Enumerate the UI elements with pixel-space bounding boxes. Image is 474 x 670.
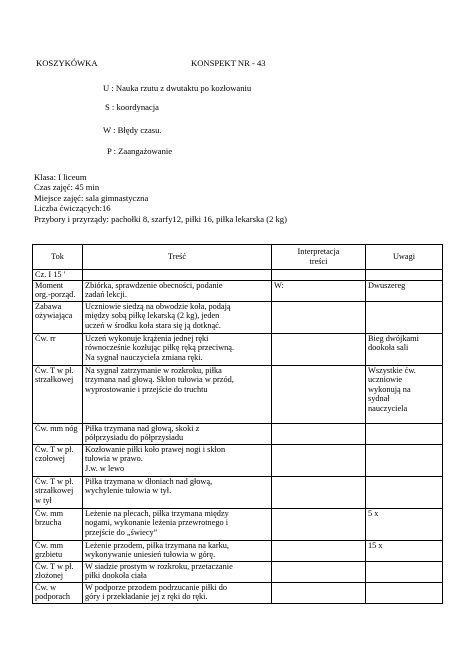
cell-text: Zabawa [35, 301, 62, 311]
info-line: Miejsce zajęć: sala gimnastyczna [34, 192, 149, 203]
goal-letter: U [103, 83, 110, 93]
interpretacja-cell [272, 476, 366, 508]
interpretacja-cell [272, 301, 366, 333]
tresc-cell [83, 508, 272, 540]
cell-text: Moment [35, 280, 64, 290]
lesson-plan-title: KONSPEKT NR - 43 [191, 58, 266, 68]
header-text: Treść [167, 252, 187, 262]
tresc-cell [83, 444, 272, 476]
uwagi-cell [366, 333, 443, 365]
table-row [33, 301, 443, 333]
cell-text: Na sygnał nauczyciela zmiana ręki. [85, 352, 203, 362]
goal-letter: P [107, 146, 112, 156]
cell-text: Ćw. T w pł. [35, 476, 74, 486]
interpretacja-cell [272, 365, 366, 423]
interpretacja-cell [272, 561, 366, 582]
cell-text: 15 x [368, 540, 383, 550]
interpretacja-cell [272, 444, 366, 476]
table-row [33, 540, 443, 561]
table-row [33, 476, 443, 508]
tok-cell [33, 365, 83, 423]
goal-line: P : Zaangażowanie [107, 146, 173, 156]
tok-cell [33, 476, 83, 508]
goal-text: Zaangażowanie [118, 146, 173, 156]
tresc-cell [83, 476, 272, 508]
lesson-plan-table [32, 244, 443, 604]
tresc-cell [83, 333, 272, 365]
cell-text: W siadzie prostym w rozkroku, przetaczanie [85, 561, 233, 571]
cell-text: W: [274, 280, 284, 290]
subject-title: KOSZYKÓWKA [36, 58, 98, 68]
info-line: Liczba ćwiczących:16 [34, 203, 111, 214]
interpretacja-cell [272, 540, 366, 561]
cell-text: Zbiórka, sprawdzenie obecności, podanie [85, 280, 223, 290]
cell-text: Dwuszereg [368, 280, 406, 290]
goal-line: S : koordynacja [105, 102, 159, 112]
cell-text: 5 x [368, 508, 379, 518]
cell-text: Wszystkie ćw. [368, 365, 416, 375]
table-row [33, 365, 443, 423]
tok-cell [33, 301, 83, 333]
cell-text: przejście do „świecy” [85, 527, 158, 537]
tok-cell [33, 280, 83, 301]
table-row [33, 582, 443, 603]
cell-text: Leżenie przodem, piłka trzymana na karku, [85, 540, 229, 550]
info-line: Przybory i przyrządy: pachołki 8, szarfy12, piłki 16, piłka lekarska (2 kg) [34, 213, 287, 224]
goal-letter: W [103, 125, 111, 135]
header-text: Interpretacja [297, 247, 340, 257]
cell-text: Na sygnał zatrzymanie w rozkroku, piłka [85, 365, 222, 375]
cell-text: Leżenie na plecach, piłka trzymana między [85, 508, 229, 518]
table-row [33, 270, 443, 281]
info-line: Klasa: I liceum [34, 172, 87, 182]
cell-text: Ćw. mm [35, 508, 64, 518]
header-tresc [83, 245, 272, 270]
tok-cell [33, 508, 83, 540]
cell-text: złożonej [35, 571, 64, 581]
cell-text: nauczyciela [368, 403, 408, 413]
interpretacja-cell [272, 280, 366, 301]
tok-cell [33, 582, 83, 603]
cell-text: Ćw. w [35, 582, 57, 592]
cell-text: Piłka trzymana nad głową, skoki z [85, 423, 200, 433]
cell-text: grzbietu [35, 550, 63, 560]
table-header-row [33, 245, 443, 270]
table-row [33, 508, 443, 540]
uwagi-cell [366, 365, 443, 423]
uwagi-cell [366, 540, 443, 561]
header-tok [33, 245, 83, 270]
goal-text: Błędy czasu. [117, 125, 162, 135]
uwagi-cell [366, 301, 443, 333]
cell-text: Cz. I 15 ' [35, 270, 66, 279]
uwagi-cell [366, 280, 443, 301]
header-text: treści [309, 257, 328, 266]
cell-text: Ćw. T w pł. [35, 365, 74, 375]
header-text: Tok [51, 252, 64, 262]
cell-text: wychylenie tułowia w tył. [85, 486, 172, 496]
tok-cell [33, 333, 83, 365]
table-row [33, 280, 443, 301]
uwagi-cell [366, 561, 443, 582]
cell-text: zadań lekcji. [85, 290, 127, 300]
cell-text: w tył [35, 495, 52, 505]
goal-letter: S [105, 102, 110, 112]
goal-line: W : Błędy czasu. [103, 125, 162, 135]
header-uwagi [366, 245, 443, 270]
tok-cell [33, 423, 83, 444]
info-line: Czas zajęć: 45 min [34, 182, 100, 193]
cell-text: tułowia w prawo. [85, 454, 143, 464]
uwagi-cell [366, 423, 443, 444]
cell-text: Ćw. mm nóg [35, 423, 78, 433]
tok-cell [33, 540, 83, 561]
goal-text: koordynacja [116, 102, 159, 112]
cell-text: dookoła sali [368, 343, 409, 353]
tok-cell [33, 561, 83, 582]
cell-text: Ćw. T w pł. [35, 561, 74, 571]
cell-text: strzałkowej [35, 375, 74, 385]
cell-text: góry i przekładanie jej z ręki do ręki. [85, 592, 208, 602]
cell-text: J.w. w lewo [85, 463, 125, 473]
header-interpretacja [272, 245, 366, 270]
goal-line: U : Nauka rzutu z dwutaktu po kozłowaniu [103, 83, 252, 93]
cell-text: Ćw. rr [35, 333, 56, 343]
cell-text: wykonują na [368, 384, 411, 394]
cell-text: Bieg dwójkami [368, 333, 419, 343]
header-text: Uwagi [392, 252, 416, 262]
interpretacja-cell [272, 582, 366, 603]
interpretacja-cell [272, 508, 366, 540]
tok-cell [33, 444, 83, 476]
cell-text: uczniowie [368, 375, 403, 385]
uwagi-cell [366, 582, 443, 603]
cell-text: uczeń w środku koła stara się ją dotknąć. [85, 320, 221, 330]
tresc-cell [83, 301, 272, 333]
tresc-cell [83, 582, 272, 603]
cell-text: org.-porząd. [35, 290, 76, 300]
cell-text: ożywiająca [35, 311, 73, 321]
cell-text: brzucha [35, 518, 62, 528]
cell-text: piłki dookoła ciała [85, 571, 147, 581]
uwagi-cell [366, 444, 443, 476]
tresc-cell [83, 280, 272, 301]
cell-text: między sobą piłkę lekarską (2 kg), jeden [85, 311, 220, 321]
table-row [33, 333, 443, 365]
interpretacja-cell [272, 423, 366, 444]
cell-text: strzałkowej [35, 486, 74, 496]
uwagi-cell [366, 476, 443, 508]
goal-text: Nauka rzutu z dwutaktu po kozłowaniu [115, 83, 252, 93]
tresc-cell [83, 365, 272, 423]
table-row [33, 444, 443, 476]
cell-text: Uczeń wykonuje krążenia jednej ręki [85, 333, 209, 343]
uwagi-cell [366, 508, 443, 540]
table-row [33, 423, 443, 444]
cell-text: Uczniowie siedzą na obwodzie koła, podają [85, 301, 231, 311]
interpretacja-cell [272, 270, 366, 281]
cell-text: Piłka trzymana w dłoniach nad głową, [85, 476, 213, 486]
interpretacja-cell [272, 333, 366, 365]
uwagi-cell [366, 270, 443, 281]
tresc-cell [83, 270, 272, 281]
cell-text: Ćw. mm [35, 540, 64, 550]
cell-text: trzymana nad głową. Skłon tułowia w przód, [85, 375, 234, 385]
table-row [33, 561, 443, 582]
tresc-cell [83, 561, 272, 582]
tresc-cell [83, 423, 272, 444]
cell-text: czołowej [35, 454, 65, 464]
cell-text: W podporze przodem podrzucanie piłki do [85, 582, 227, 592]
cell-text: nogami, wykonanie leżenia przewrotnego i [85, 518, 229, 528]
cell-text: wykonywanie uniesień tułowia w górę. [85, 550, 216, 560]
cell-text: wyprostowanie i przejście do truchtu [85, 384, 208, 394]
cell-text: Kozłowanie piłki koło prawej nogi i skłon [85, 444, 226, 454]
cell-text: Ćw. T w pł. [35, 444, 74, 454]
cell-text: półprzysiadu do półprzysiadu [85, 433, 184, 443]
cell-text: podporach [35, 592, 71, 602]
tok-cell [33, 270, 83, 281]
tresc-cell [83, 540, 272, 561]
cell-text: sydnał [368, 394, 390, 404]
cell-text: równocześnie kozłując piłkę ręką przeciwną. [85, 343, 235, 353]
